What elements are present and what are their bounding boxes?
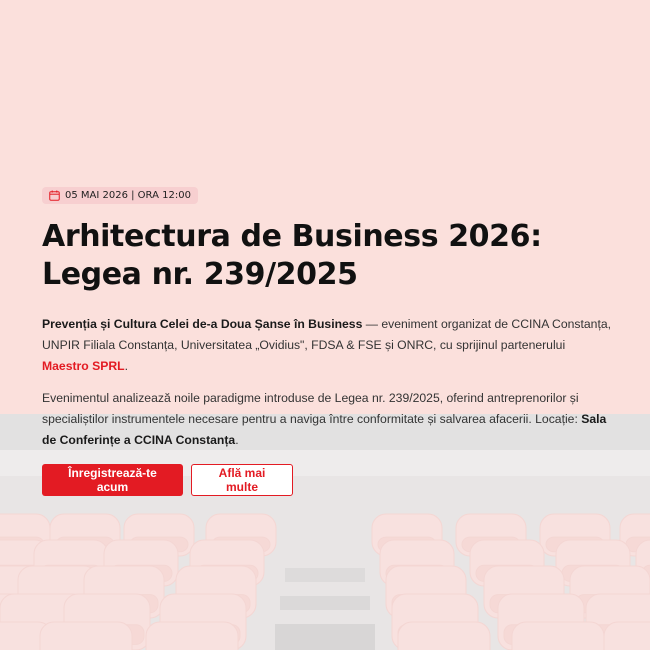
- date-badge: [42, 187, 198, 204]
- intro-text: — eveniment organizat de CCINA Constanța, UNPIR Filiala Constanța, Universitatea „Ovidius", FDSA & FSE și ONRC, cu sprijinul partenerului: [42, 317, 611, 352]
- partner-link[interactable]: Maestro SPRL: [42, 359, 125, 373]
- description-text: Evenimentul analizează noile paradigme introduse de Legea nr. 239/2025, oferind antreprenorilor și specialiștilor instrumentele necesare pentru a naviga între conformitate și salvarea afacerii. Locație:: [42, 391, 582, 426]
- page-title: Arhitectura de Business 2026: Legea nr. 239/2025: [42, 219, 542, 292]
- event-intro: [42, 314, 612, 377]
- event-description: [42, 388, 612, 451]
- cta-buttons: [42, 464, 612, 496]
- learn-more-button[interactable]: Află mai multe: [191, 464, 293, 496]
- intro-end: .: [124, 359, 129, 373]
- description-end: .: [235, 433, 239, 447]
- event-hero: [42, 187, 612, 496]
- date-text: 05 MAI 2026 | ORA 12:00: [65, 190, 191, 201]
- location-name: Sala de Conferințe a CCINA Constanța: [42, 412, 607, 447]
- intro-bold-lead: Prevenția și Cultura Celei de-a Doua Șanse în Business: [42, 317, 363, 331]
- calendar-icon: [49, 190, 60, 201]
- register-button[interactable]: Înregistrează-te acum: [42, 464, 183, 496]
